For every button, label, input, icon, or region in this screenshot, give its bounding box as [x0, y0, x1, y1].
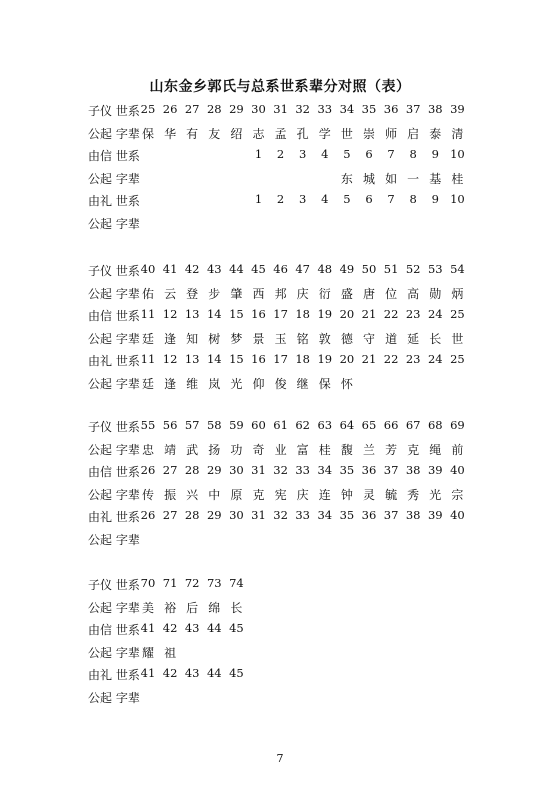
- table-cell: 后: [186, 600, 199, 615]
- row-label: 由礼 世系: [88, 354, 140, 369]
- table-cell: 8: [409, 147, 417, 162]
- table-row: [0, 215, 560, 235]
- table-cell: 6: [365, 147, 373, 162]
- table-cell: 36: [383, 102, 399, 116]
- table-cell: 68: [427, 418, 443, 432]
- table-row: [0, 285, 560, 305]
- table-cell: 泰: [429, 126, 442, 141]
- table-cell: 兴: [186, 487, 199, 502]
- table-cell: 42: [162, 621, 178, 636]
- table-row: [0, 508, 560, 528]
- table-cell: 怀: [340, 377, 353, 391]
- table-cell: 8: [409, 192, 417, 207]
- table-cell: 唐: [362, 286, 375, 301]
- table-cell: 25: [450, 352, 465, 367]
- table-cell: 36: [361, 463, 377, 478]
- table-cell: 肇: [230, 286, 243, 301]
- table-cell: 逢: [164, 331, 177, 346]
- table-row: [0, 689, 560, 709]
- table-cell: 忠: [141, 442, 154, 457]
- table-cell: 53: [427, 262, 443, 276]
- table-cell: 靖: [164, 442, 177, 457]
- table-cell: 5: [343, 147, 351, 162]
- table-cell: 师: [385, 126, 398, 141]
- table-cell: 22: [383, 307, 399, 322]
- row-label: 公起 字辈: [88, 487, 140, 502]
- table-row: [0, 599, 560, 619]
- table-cell: 传: [141, 487, 154, 502]
- table-cell: 39: [427, 463, 443, 478]
- row-label: 公起 字辈: [88, 126, 140, 141]
- row-label: 由信 世系: [88, 309, 140, 324]
- row-label: 公起 字辈: [88, 600, 140, 615]
- table-cell: 绍: [230, 126, 243, 141]
- table-cell: 45: [229, 666, 244, 681]
- table-cell: 61: [273, 418, 288, 432]
- table-cell: 45: [251, 262, 266, 276]
- table-cell: 15: [229, 307, 244, 322]
- table-cell: 29: [229, 102, 244, 116]
- table-cell: 东: [340, 171, 353, 186]
- table-cell: 志: [252, 126, 265, 141]
- table-cell: 敦: [318, 331, 331, 346]
- table-cell: 42: [162, 666, 178, 681]
- table-cell: 62: [295, 418, 310, 432]
- table-cell: 74: [229, 576, 244, 590]
- table-cell: 4: [321, 192, 329, 207]
- table-cell: 知: [186, 331, 199, 346]
- table-cell: 17: [273, 307, 288, 322]
- table-cell: 29: [206, 508, 222, 523]
- table-row: [0, 486, 560, 506]
- table-cell: 38: [427, 102, 443, 116]
- table-cell: 馥: [340, 442, 353, 457]
- table-cell: 41: [140, 621, 156, 636]
- table-cell: 21: [361, 352, 377, 367]
- table-row: [0, 666, 560, 686]
- table-cell: 6: [365, 192, 373, 207]
- table-row: [0, 576, 560, 596]
- table-cell: 炳: [451, 286, 464, 301]
- table-cell: 25: [140, 102, 156, 116]
- table-cell: 1: [254, 192, 263, 207]
- table-cell: 65: [361, 418, 377, 432]
- table-cell: 云: [164, 286, 177, 301]
- table-cell: 11: [140, 307, 156, 322]
- table-cell: 绳: [429, 442, 442, 457]
- row-label: 公起 字辈: [88, 442, 140, 457]
- table-cell: 桂: [451, 171, 464, 186]
- table-cell: 克: [407, 442, 420, 457]
- table-cell: 34: [317, 463, 333, 478]
- table-cell: 盛: [340, 286, 353, 301]
- table-cell: 37: [383, 508, 399, 523]
- row-label: 由信 世系: [88, 623, 140, 638]
- table-cell: 39: [427, 508, 443, 523]
- table-cell: 孟: [274, 126, 287, 141]
- table-cell: 18: [295, 307, 310, 322]
- table-cell: 35: [339, 463, 355, 478]
- table-cell: 1: [254, 147, 263, 162]
- table-cell: 孔: [296, 126, 309, 141]
- table-cell: 16: [251, 352, 266, 367]
- table-cell: 仰: [252, 377, 265, 391]
- table-cell: 友: [208, 126, 221, 141]
- table-cell: 30: [229, 463, 244, 478]
- table-cell: 45: [229, 621, 244, 636]
- table-cell: 梦: [230, 331, 243, 346]
- table-cell: 佑: [141, 286, 154, 301]
- table-cell: 47: [295, 262, 310, 276]
- table-cell: 奇: [252, 442, 265, 457]
- table-cell: 灵: [362, 487, 375, 502]
- table-cell: 16: [251, 307, 266, 322]
- table-cell: 20: [339, 307, 355, 322]
- row-label: 子仪 世系: [88, 104, 140, 118]
- table-cell: 9: [431, 147, 439, 162]
- table-cell: 71: [162, 576, 178, 590]
- table-cell: 26: [140, 508, 156, 523]
- table-row: [0, 463, 560, 483]
- table-cell: 42: [184, 262, 200, 276]
- table-cell: 33: [317, 102, 333, 116]
- table-cell: 49: [339, 262, 355, 276]
- table-cell: 43: [206, 262, 222, 276]
- table-cell: 25: [450, 307, 465, 322]
- table-cell: 西: [252, 286, 265, 301]
- table-cell: 12: [162, 307, 178, 322]
- table-cell: 业: [274, 442, 287, 457]
- row-label: 子仪 世系: [88, 420, 140, 434]
- table-row: [0, 147, 560, 167]
- table-cell: 富: [296, 442, 309, 457]
- table-row: [0, 375, 560, 395]
- table-cell: 武: [186, 442, 199, 457]
- table-cell: 启: [407, 126, 420, 141]
- table-cell: 72: [184, 576, 200, 590]
- table-cell: 58: [206, 418, 222, 432]
- table-cell: 66: [383, 418, 399, 432]
- table-cell: 世: [340, 126, 353, 141]
- table-cell: 40: [140, 262, 156, 276]
- table-cell: 29: [206, 463, 222, 478]
- table-cell: 35: [339, 508, 355, 523]
- table-cell: 27: [162, 508, 178, 523]
- table-cell: 5: [343, 192, 351, 207]
- table-cell: 73: [206, 576, 222, 590]
- table-cell: 59: [229, 418, 244, 432]
- table-cell: 33: [295, 463, 310, 478]
- table-cell: 长: [429, 331, 442, 346]
- table-cell: 50: [361, 262, 377, 276]
- table-cell: 桂: [318, 442, 331, 457]
- table-cell: 10: [450, 192, 465, 207]
- table-cell: 岚: [208, 377, 221, 391]
- table-cell: 56: [162, 418, 178, 432]
- table-cell: 22: [383, 352, 399, 367]
- table-cell: 廷: [141, 377, 154, 391]
- table-cell: 光: [429, 487, 442, 502]
- table-cell: 39: [450, 102, 465, 116]
- table-cell: 31: [251, 463, 266, 478]
- table-cell: 延: [407, 331, 420, 346]
- row-label: 由信 世系: [88, 149, 140, 164]
- table-cell: 2: [276, 192, 285, 207]
- table-cell: 43: [184, 621, 200, 636]
- table-row: [0, 102, 560, 122]
- table-row: [0, 352, 560, 372]
- table-cell: 兰: [362, 442, 375, 457]
- table-row: [0, 262, 560, 282]
- row-label: 公起 字辈: [88, 377, 140, 391]
- table-row: [0, 192, 560, 212]
- table-cell: 52: [405, 262, 421, 276]
- table-cell: 功: [230, 442, 243, 457]
- table-cell: 登: [186, 286, 199, 301]
- row-label: 由礼 世系: [88, 194, 140, 209]
- table-row: [0, 307, 560, 327]
- table-cell: 长: [230, 600, 243, 615]
- table-cell: 3: [299, 192, 307, 207]
- table-cell: 37: [405, 102, 421, 116]
- table-cell: 20: [339, 352, 355, 367]
- row-label: 由礼 世系: [88, 510, 140, 525]
- table-cell: 57: [184, 418, 200, 432]
- table-cell: 保: [141, 126, 154, 141]
- table-cell: 63: [317, 418, 333, 432]
- table-cell: 玉: [274, 331, 287, 346]
- table-cell: 秀: [407, 487, 420, 502]
- table-cell: 振: [164, 487, 177, 502]
- table-cell: 4: [321, 147, 329, 162]
- table-cell: 67: [405, 418, 421, 432]
- table-cell: 44: [206, 621, 222, 636]
- table-cell: 衍: [318, 286, 331, 301]
- table-cell: 钟: [340, 487, 353, 502]
- table-cell: 逢: [164, 377, 177, 391]
- table-cell: 如: [385, 171, 398, 186]
- table-cell: 守: [362, 331, 375, 346]
- table-cell: 28: [184, 508, 200, 523]
- table-cell: 41: [140, 666, 156, 681]
- table-cell: 勋: [429, 286, 442, 301]
- row-label: 公起 字辈: [88, 286, 140, 301]
- table-cell: 64: [339, 418, 355, 432]
- table-cell: 23: [405, 307, 421, 322]
- table-cell: 44: [229, 262, 244, 276]
- table-cell: 30: [251, 102, 266, 116]
- table-cell: 70: [140, 576, 156, 590]
- table-row: [0, 125, 560, 145]
- table-cell: 廷: [141, 331, 154, 346]
- row-label: 子仪 世系: [88, 264, 140, 278]
- table-cell: 保: [318, 377, 331, 391]
- table-row: [0, 330, 560, 350]
- table-cell: 步: [208, 286, 221, 301]
- table-cell: 德: [340, 331, 353, 346]
- table-cell: 宪: [274, 487, 287, 502]
- table-cell: 14: [206, 352, 222, 367]
- table-cell: 35: [361, 102, 377, 116]
- table-cell: 37: [383, 463, 399, 478]
- table-cell: 21: [361, 307, 377, 322]
- table-cell: 48: [317, 262, 333, 276]
- table-cell: 光: [230, 377, 243, 391]
- table-cell: 44: [206, 666, 222, 681]
- table-cell: 庆: [296, 286, 309, 301]
- table-cell: 41: [162, 262, 178, 276]
- table-row: [0, 531, 560, 551]
- table-cell: 3: [299, 147, 307, 162]
- table-cell: 铭: [296, 331, 309, 346]
- table-cell: 原: [230, 487, 243, 502]
- table-cell: 69: [450, 418, 465, 432]
- row-label: 公起 字辈: [88, 691, 140, 705]
- table-cell: 中: [208, 487, 221, 502]
- table-cell: 40: [450, 463, 465, 478]
- table-cell: 高: [407, 286, 420, 301]
- table-cell: 51: [383, 262, 399, 276]
- table-cell: 俊: [274, 377, 287, 391]
- table-cell: 7: [387, 147, 395, 162]
- table-cell: 31: [273, 102, 288, 116]
- table-cell: 7: [387, 192, 395, 207]
- table-cell: 9: [431, 192, 439, 207]
- table-cell: 12: [162, 352, 178, 367]
- table-cell: 11: [140, 352, 156, 367]
- table-cell: 32: [295, 102, 310, 116]
- table-cell: 宗: [451, 487, 464, 502]
- table-cell: 前: [451, 442, 464, 457]
- table-cell: 36: [361, 508, 377, 523]
- table-cell: 40: [450, 508, 465, 523]
- table-cell: 邦: [274, 286, 287, 301]
- table-cell: 有: [186, 126, 199, 141]
- table-cell: 15: [229, 352, 244, 367]
- table-cell: 道: [385, 331, 398, 346]
- table-cell: 学: [318, 126, 331, 141]
- table-cell: 24: [427, 307, 443, 322]
- table-cell: 43: [184, 666, 200, 681]
- row-label: 公起 字辈: [88, 217, 140, 231]
- table-cell: 28: [184, 463, 200, 478]
- table-cell: 10: [450, 147, 465, 162]
- table-row: [0, 441, 560, 461]
- table-cell: 13: [184, 352, 200, 367]
- table-cell: 美: [141, 600, 154, 615]
- table-cell: 14: [206, 307, 222, 322]
- table-cell: 19: [317, 352, 333, 367]
- row-label: 由信 世系: [88, 465, 140, 480]
- row-label: 公起 字辈: [88, 171, 140, 186]
- table-cell: 28: [206, 102, 222, 116]
- row-label: 由礼 世系: [88, 668, 140, 683]
- table-cell: 景: [252, 331, 265, 346]
- table-cell: 位: [385, 286, 398, 301]
- table-cell: 33: [295, 508, 310, 523]
- table-cell: 38: [405, 463, 421, 478]
- table-cell: 维: [186, 377, 199, 391]
- table-cell: 54: [450, 262, 465, 276]
- table-cell: 32: [273, 463, 288, 478]
- row-label: 子仪 世系: [88, 578, 140, 592]
- table-cell: 耀: [141, 645, 154, 660]
- table-cell: 克: [252, 487, 265, 502]
- table-cell: 树: [208, 331, 221, 346]
- table-row: [0, 418, 560, 438]
- table-cell: 13: [184, 307, 200, 322]
- table-cell: 清: [451, 126, 464, 141]
- table-cell: 23: [405, 352, 421, 367]
- table-cell: 城: [362, 171, 375, 186]
- table-cell: 崇: [362, 126, 375, 141]
- table-cell: 55: [140, 418, 156, 432]
- table-cell: 30: [229, 508, 244, 523]
- table-row: [0, 170, 560, 190]
- table-cell: 2: [276, 147, 285, 162]
- page-number: 7: [276, 752, 284, 765]
- table-cell: 庆: [296, 487, 309, 502]
- table-cell: 24: [427, 352, 443, 367]
- table-cell: 38: [405, 508, 421, 523]
- table-cell: 连: [318, 487, 331, 502]
- table-cell: 32: [273, 508, 288, 523]
- table-cell: 一: [407, 171, 420, 186]
- page-title: 山东金乡郭氏与总系世系辈分对照（表）: [149, 79, 411, 95]
- table-cell: 世: [451, 331, 464, 346]
- table-cell: 46: [273, 262, 288, 276]
- table-cell: 34: [339, 102, 355, 116]
- table-cell: 19: [317, 307, 333, 322]
- table-cell: 华: [164, 126, 177, 141]
- table-cell: 毓: [385, 487, 398, 502]
- table-cell: 26: [140, 463, 156, 478]
- table-cell: 祖: [164, 645, 177, 660]
- table-row: [0, 644, 560, 664]
- table-cell: 绵: [208, 600, 221, 615]
- table-cell: 17: [273, 352, 288, 367]
- table-cell: 扬: [208, 442, 221, 457]
- table-cell: 31: [251, 508, 266, 523]
- table-row: [0, 621, 560, 641]
- table-cell: 芳: [385, 442, 398, 457]
- table-cell: 27: [162, 463, 178, 478]
- table-cell: 27: [184, 102, 200, 116]
- table-cell: 60: [251, 418, 266, 432]
- table-cell: 继: [296, 377, 309, 391]
- table-cell: 18: [295, 352, 310, 367]
- table-cell: 裕: [164, 600, 177, 615]
- table-cell: 基: [429, 171, 442, 186]
- table-cell: 26: [162, 102, 178, 116]
- row-label: 公起 字辈: [88, 331, 140, 346]
- row-label: 公起 字辈: [88, 533, 140, 547]
- table-cell: 34: [317, 508, 333, 523]
- row-label: 公起 字辈: [88, 645, 140, 660]
